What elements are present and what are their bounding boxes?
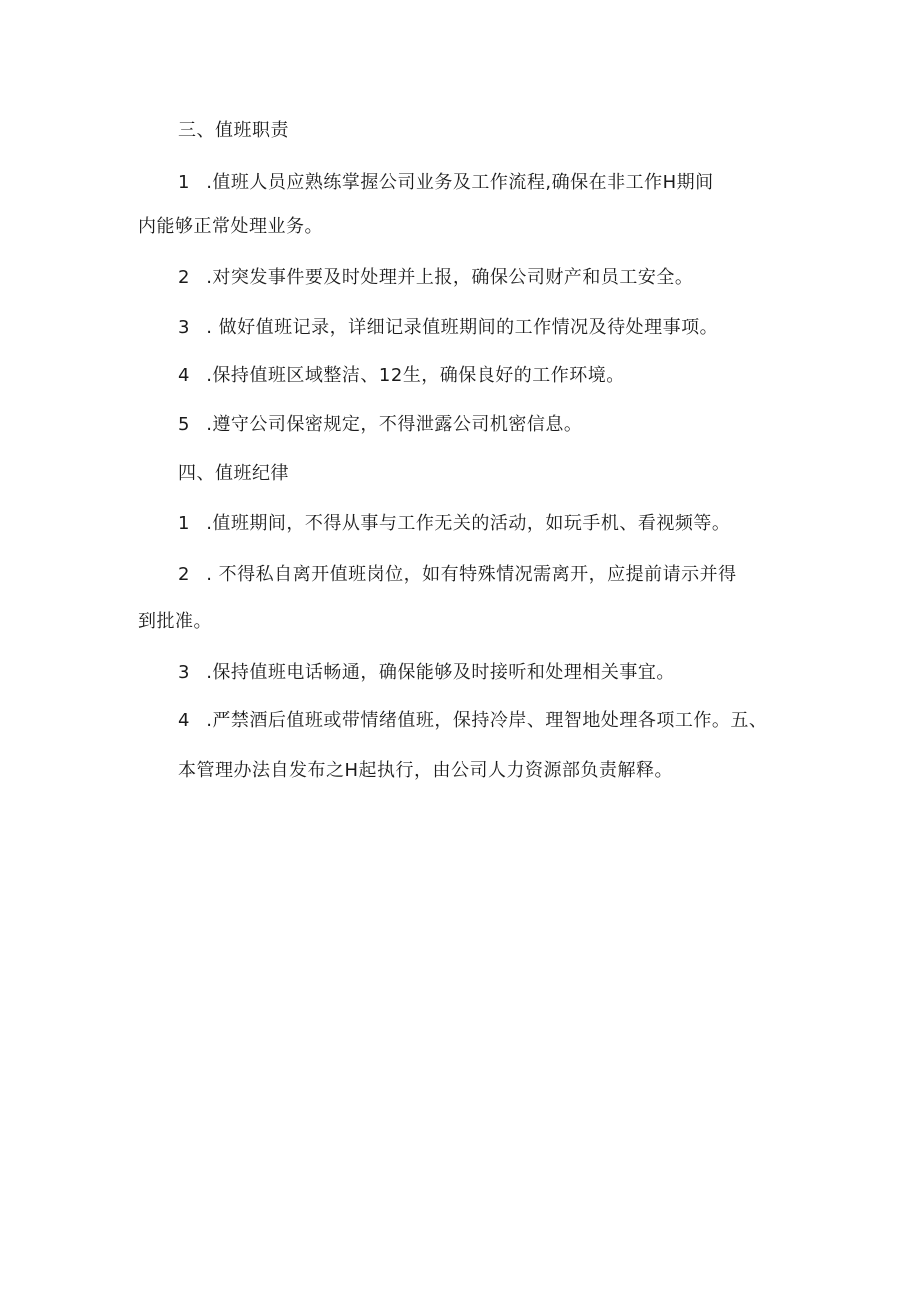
duty-item-2 <box>178 266 693 290</box>
discipline-item-3 <box>178 661 675 685</box>
item-number: 3 <box>178 317 190 338</box>
item-number: 2 <box>178 564 190 585</box>
discipline-item-4 <box>178 709 767 733</box>
item-number: 4 <box>178 365 190 386</box>
item-number: 4 <box>178 710 190 731</box>
closing-statement: 本管理办法自发布之H起执行，由公司人力资源部负责解释。 <box>178 760 674 781</box>
discipline-item-2 <box>178 563 737 587</box>
item-text: .值班人员应熟练掌握公司业务及工作流程,确保在非工作H期间 <box>206 172 714 193</box>
item-text: .保持值班电话畅通，确保能够及时接听和处理相关事宜。 <box>206 662 675 683</box>
item-number: 5 <box>178 414 190 435</box>
item-text: . 不得私自离开值班岗位，如有特殊情况需离开，应提前请示并得 <box>206 564 737 585</box>
duty-item-3 <box>178 316 718 340</box>
section-4-heading: 四、值班纪律 <box>178 463 289 484</box>
item-number: 3 <box>178 662 190 683</box>
item-number: 1 <box>178 513 190 534</box>
item-text: .对突发事件要及时处理并上报，确保公司财产和员工安全。 <box>206 267 694 288</box>
duty-item-1-continuation: 内能够正常处理业务。 <box>138 216 323 237</box>
item-number: 1 <box>178 172 190 193</box>
duty-item-1 <box>178 171 714 195</box>
item-number: 2 <box>178 267 190 288</box>
discipline-item-1 <box>178 512 730 536</box>
section-3-heading: 三、值班职责 <box>178 120 289 141</box>
item-text: .严禁酒后值班或带情绪值班，保持冷岸、理智地处理各项工作。五、 <box>206 710 768 731</box>
item-text: .遵守公司保密规定，不得泄露公司机密信息。 <box>206 414 583 435</box>
item-text: .值班期间，不得从事与工作无关的活动，如玩手机、看视频等。 <box>206 513 731 534</box>
discipline-item-2-continuation: 到批准。 <box>138 611 212 632</box>
duty-item-4 <box>178 364 625 388</box>
item-text: . 做好值班记录，详细记录值班期间的工作情况及待处理事项。 <box>206 317 719 338</box>
item-text: .保持值班区域整洁、12生，确保良好的工作环境。 <box>206 365 625 386</box>
duty-item-5 <box>178 413 582 437</box>
